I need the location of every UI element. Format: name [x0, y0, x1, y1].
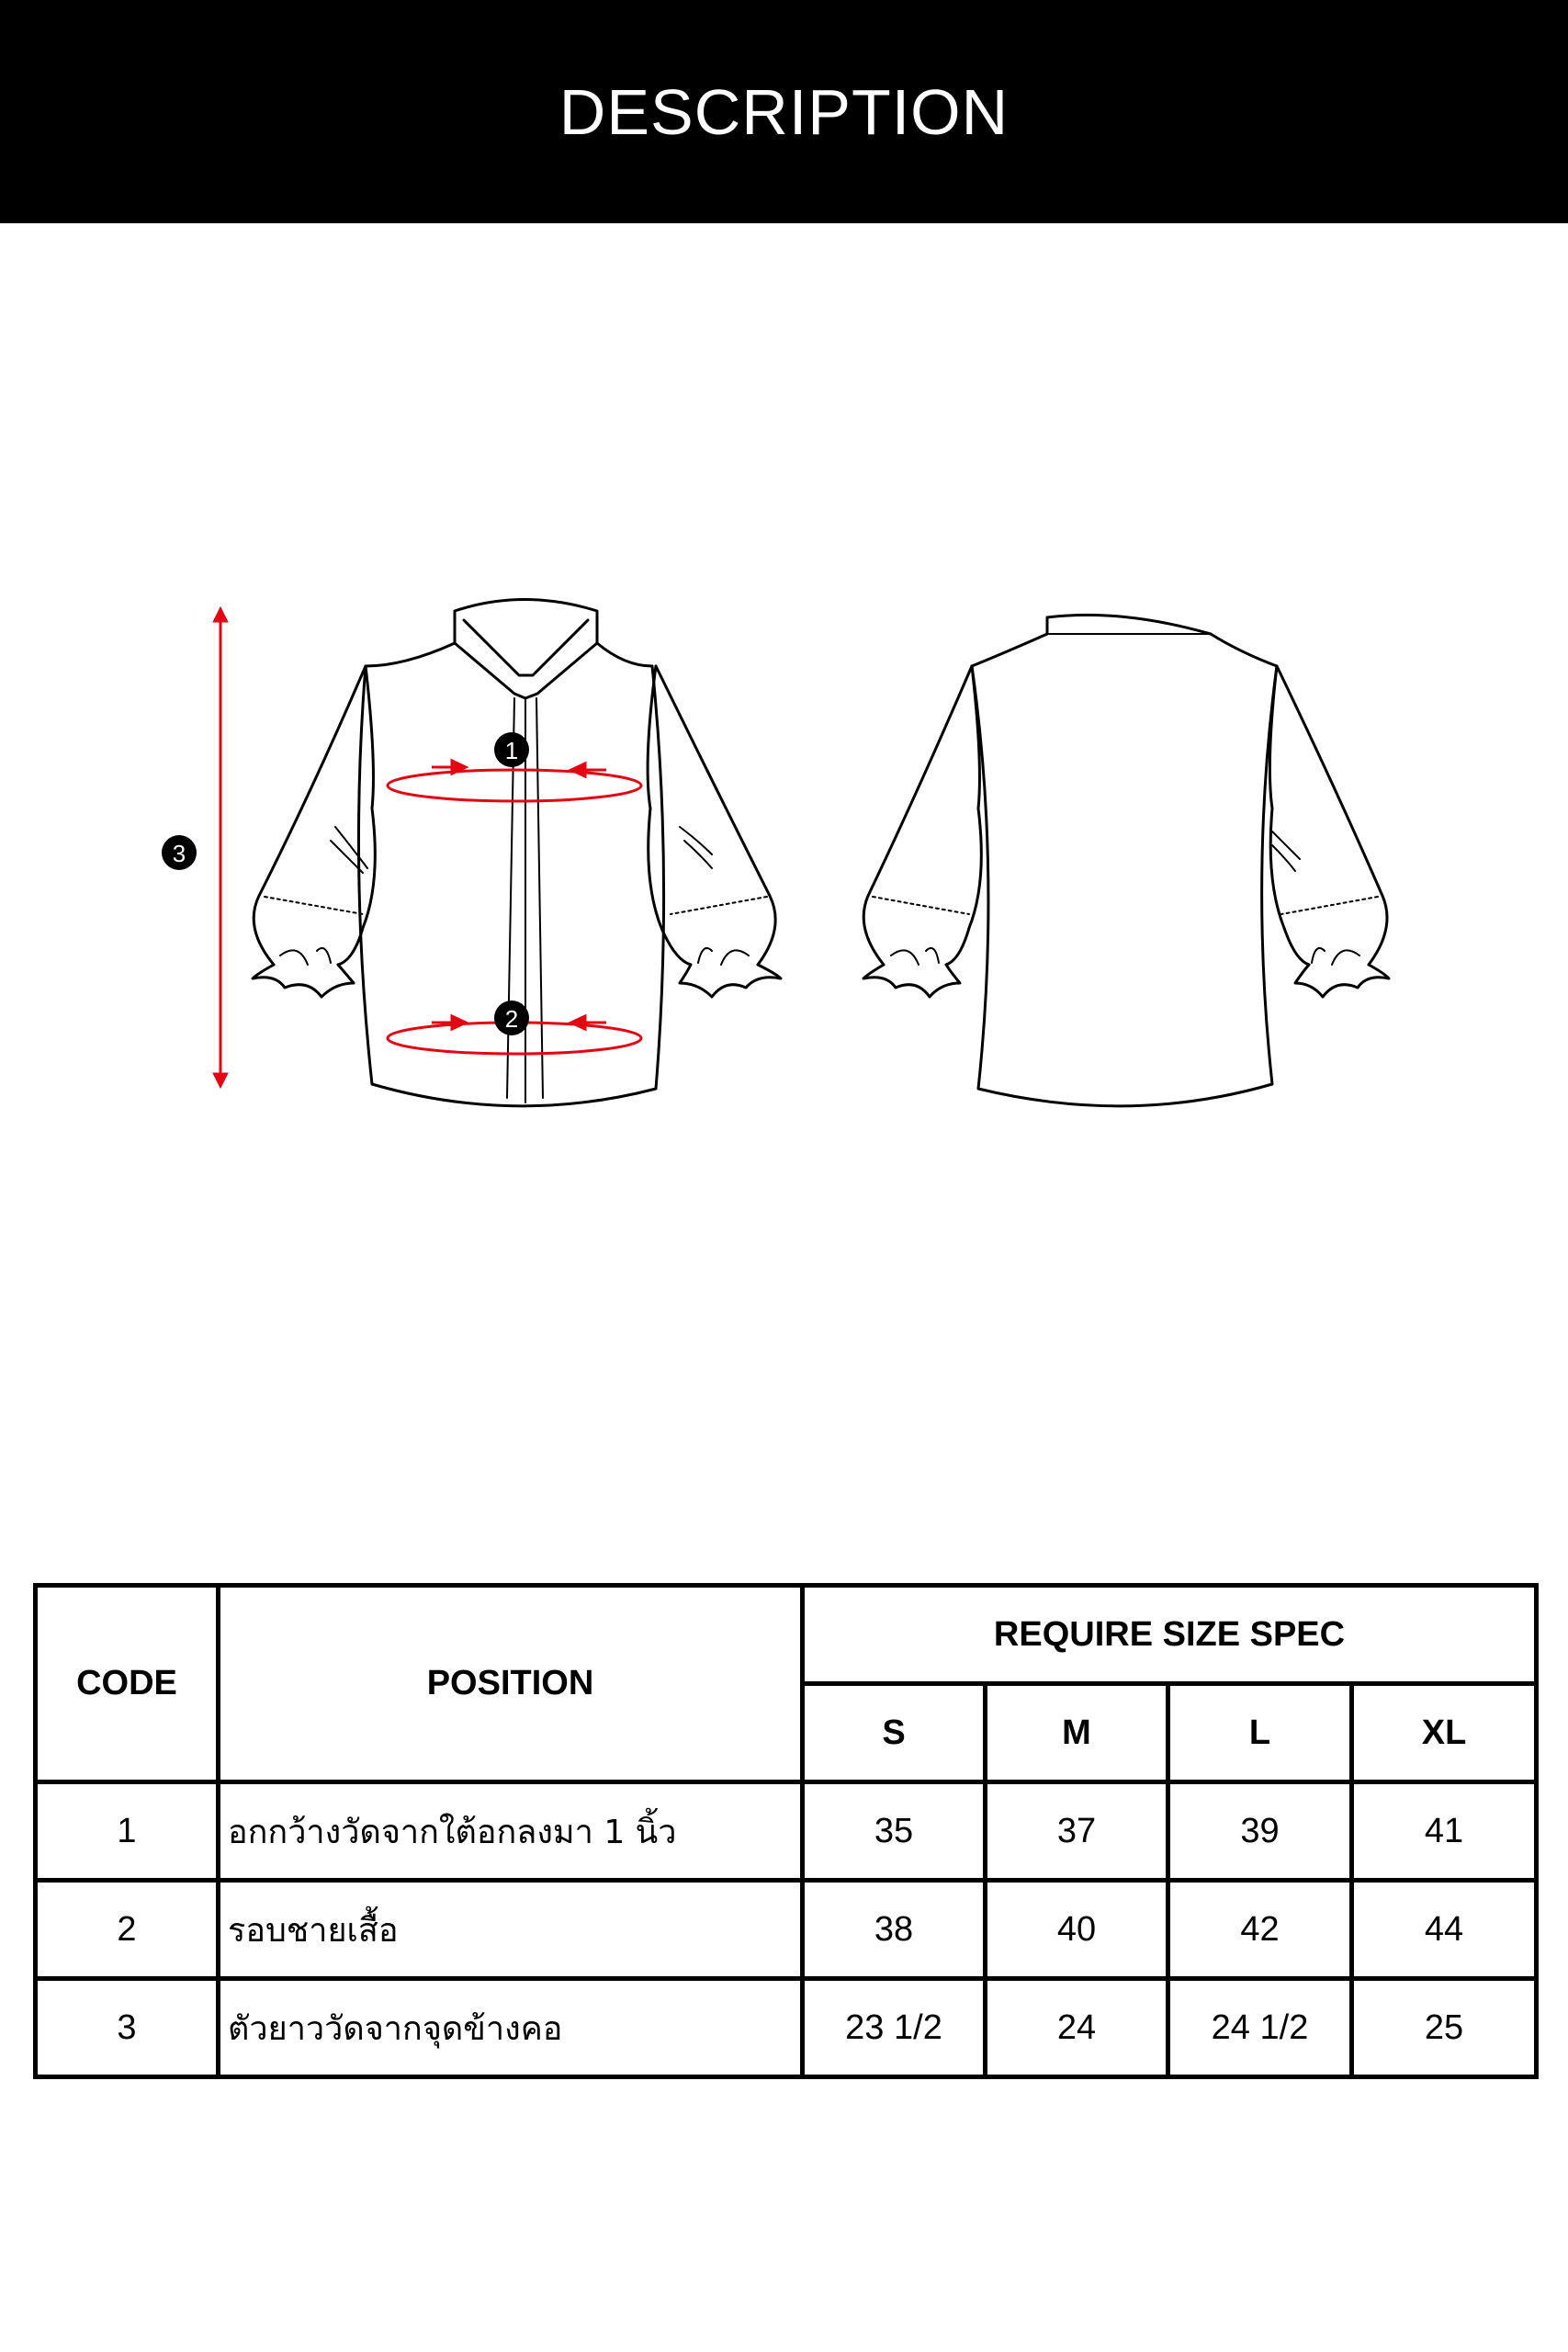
header-size-xl: XL	[1352, 1684, 1537, 1782]
cell-l: 42	[1168, 1881, 1352, 1979]
cell-xl: 25	[1352, 1979, 1537, 2077]
cell-m: 40	[986, 1881, 1168, 1979]
marker-2-label: 2	[504, 1005, 519, 1033]
header-position: POSITION	[219, 1586, 803, 1782]
cell-l: 24 1/2	[1168, 1979, 1352, 2077]
table-row	[36, 1881, 1537, 1979]
garment-diagram	[0, 223, 1568, 1574]
header-size-m: M	[986, 1684, 1168, 1782]
garment-drawing	[0, 223, 1568, 1574]
page-title: DESCRIPTION	[558, 75, 1010, 148]
marker-3-label: 3	[172, 840, 186, 867]
cell-xl: 41	[1352, 1782, 1537, 1881]
header-size-s: S	[803, 1684, 986, 1782]
header-size-l: L	[1168, 1684, 1352, 1782]
marker-3	[162, 835, 197, 870]
table-row	[36, 1782, 1537, 1881]
cell-s: 23 1/2	[803, 1979, 986, 2077]
back-shirt	[863, 615, 1389, 1105]
row-code: 1	[36, 1782, 219, 1881]
table-row	[36, 1979, 1537, 2077]
header-size-spec: REQUIRE SIZE SPEC	[803, 1586, 1537, 1684]
row-code: 2	[36, 1881, 219, 1979]
cell-s: 35	[803, 1782, 986, 1881]
marker-1	[494, 732, 529, 767]
length-arrow	[213, 607, 228, 1088]
row-position: อกกว้างวัดจากใต้อกลงมา 1 นิ้ว	[219, 1782, 803, 1881]
cell-m: 24	[986, 1979, 1168, 2077]
size-spec-table	[33, 1583, 1539, 2079]
cell-l: 39	[1168, 1782, 1352, 1881]
header-bar	[0, 0, 1568, 223]
header-code: CODE	[36, 1586, 219, 1782]
cell-s: 38	[803, 1881, 986, 1979]
cell-m: 37	[986, 1782, 1168, 1881]
row-position: ตัวยาววัดจากจุดข้างคอ	[219, 1979, 803, 2077]
marker-2	[494, 1001, 529, 1035]
row-code: 3	[36, 1979, 219, 2077]
cell-xl: 44	[1352, 1881, 1537, 1979]
marker-1-label: 1	[504, 737, 519, 764]
row-position: รอบชายเสื้อ	[219, 1881, 803, 1979]
